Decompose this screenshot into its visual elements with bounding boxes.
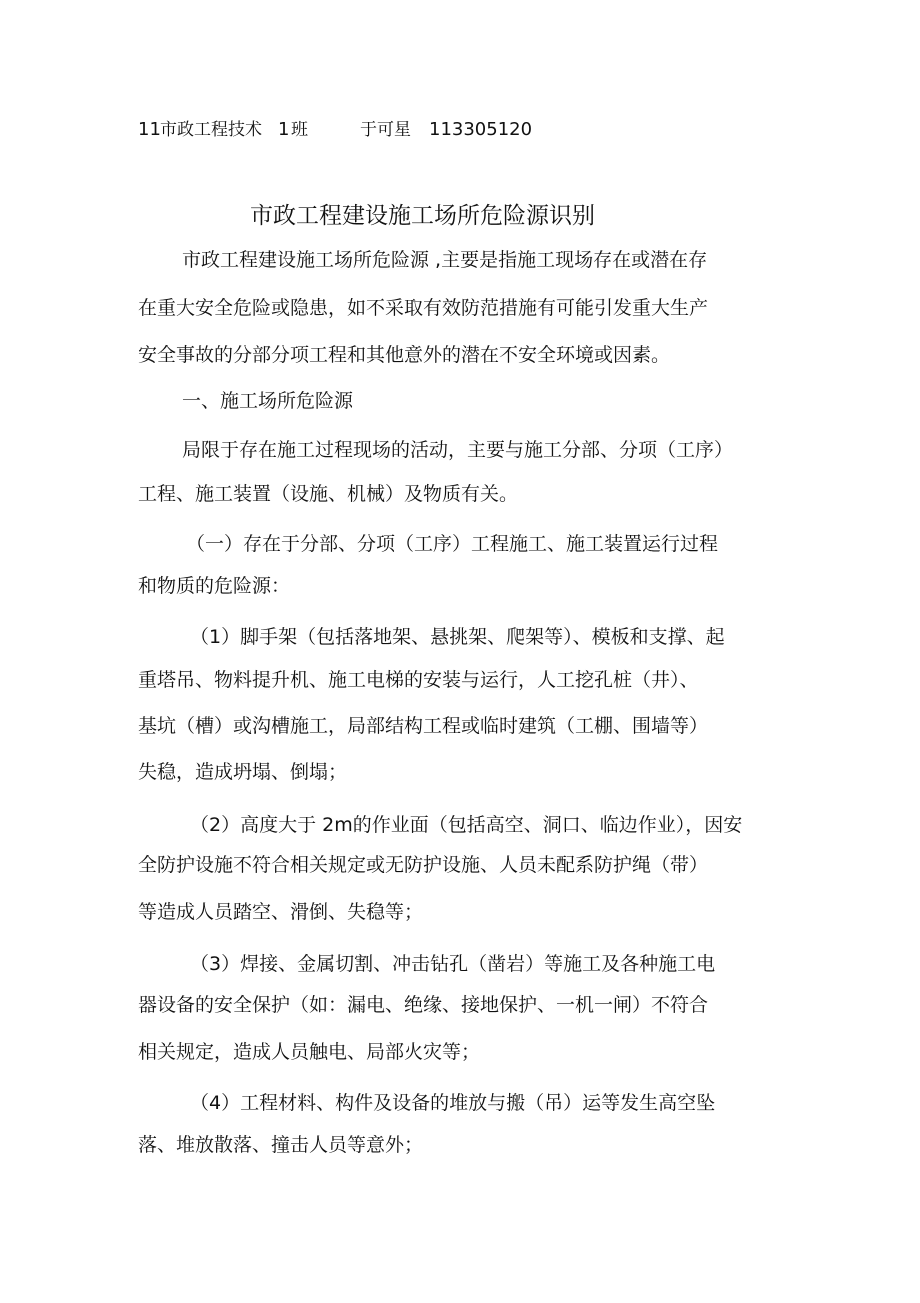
list-item-line: （2）高度大于 2m的作业面（包括高空、洞口、临边作业），因安 xyxy=(190,814,743,836)
paragraph-line: 在重大安全危险或隐患，如不采取有效防范措施有可能引发重大生产 xyxy=(138,297,709,319)
list-item-line: （4）工程材料、构件及设备的堆放与搬（吊）运等发生高空坠 xyxy=(190,1092,716,1114)
class-name: 市政工程技术 xyxy=(160,120,262,140)
list-item-line: 等造成人员踏空、滑倒、失稳等； xyxy=(138,901,424,923)
subsection-heading: （一）存在于分部、分项（工序）工程施工、施工装置运行过程 xyxy=(186,533,719,555)
paragraph-line: 和物质的危险源： xyxy=(138,575,291,597)
class-number: 11 xyxy=(138,119,161,140)
list-item-line: 器设备的安全保护（如：漏电、绝缘、接地保护、一机一闸）不符合 xyxy=(138,994,709,1016)
document-title: 市政工程建设施工场所危险源识别 xyxy=(250,203,595,229)
paragraph-line: 工程、施工装置（设施、机械）及物质有关。 xyxy=(138,483,519,505)
list-item-line: 落、堆放散落、撞击人员等意外； xyxy=(138,1134,424,1156)
list-item-line: （1）脚手架（包括落地架、悬挑架、爬架等）、模板和支撑、起 xyxy=(190,626,725,648)
section-heading: 一、施工场所危险源 xyxy=(182,390,354,412)
student-id: 113305120 xyxy=(429,119,533,140)
class-grade: 1 xyxy=(278,119,290,140)
list-item-line: 相关规定，造成人员触电、局部火灾等； xyxy=(138,1041,481,1063)
list-item-line: （3）焊接、金属切割、冲击钻孔（凿岩）等施工及各种施工电 xyxy=(190,953,716,975)
student-name: 于可星 xyxy=(360,120,411,140)
list-item-line: 失稳，造成坍塌、倒塌； xyxy=(138,761,348,783)
list-item-line: 全防护设施不符合相关规定或无防护设施、人员未配系防护绳（带） xyxy=(138,854,709,876)
paragraph-line: 局限于存在施工过程现场的活动，主要与施工分部、分项（工序） xyxy=(182,439,734,461)
paragraph-line: 安全事故的分部分项工程和其他意外的潜在不安全环境或因素。 xyxy=(138,344,671,366)
class-unit: 班 xyxy=(291,120,308,140)
paragraph-line: 市政工程建设施工场所危险源 ,主要是指施工现场存在或潜在存 xyxy=(182,249,708,271)
list-item-line: 重塔吊、物料提升机、施工电梯的安装与运行，人工挖孔桩（井）、 xyxy=(138,669,699,691)
list-item-line: 基坑（槽）或沟槽施工，局部结构工程或临时建筑（工棚、围墙等） xyxy=(138,715,709,737)
